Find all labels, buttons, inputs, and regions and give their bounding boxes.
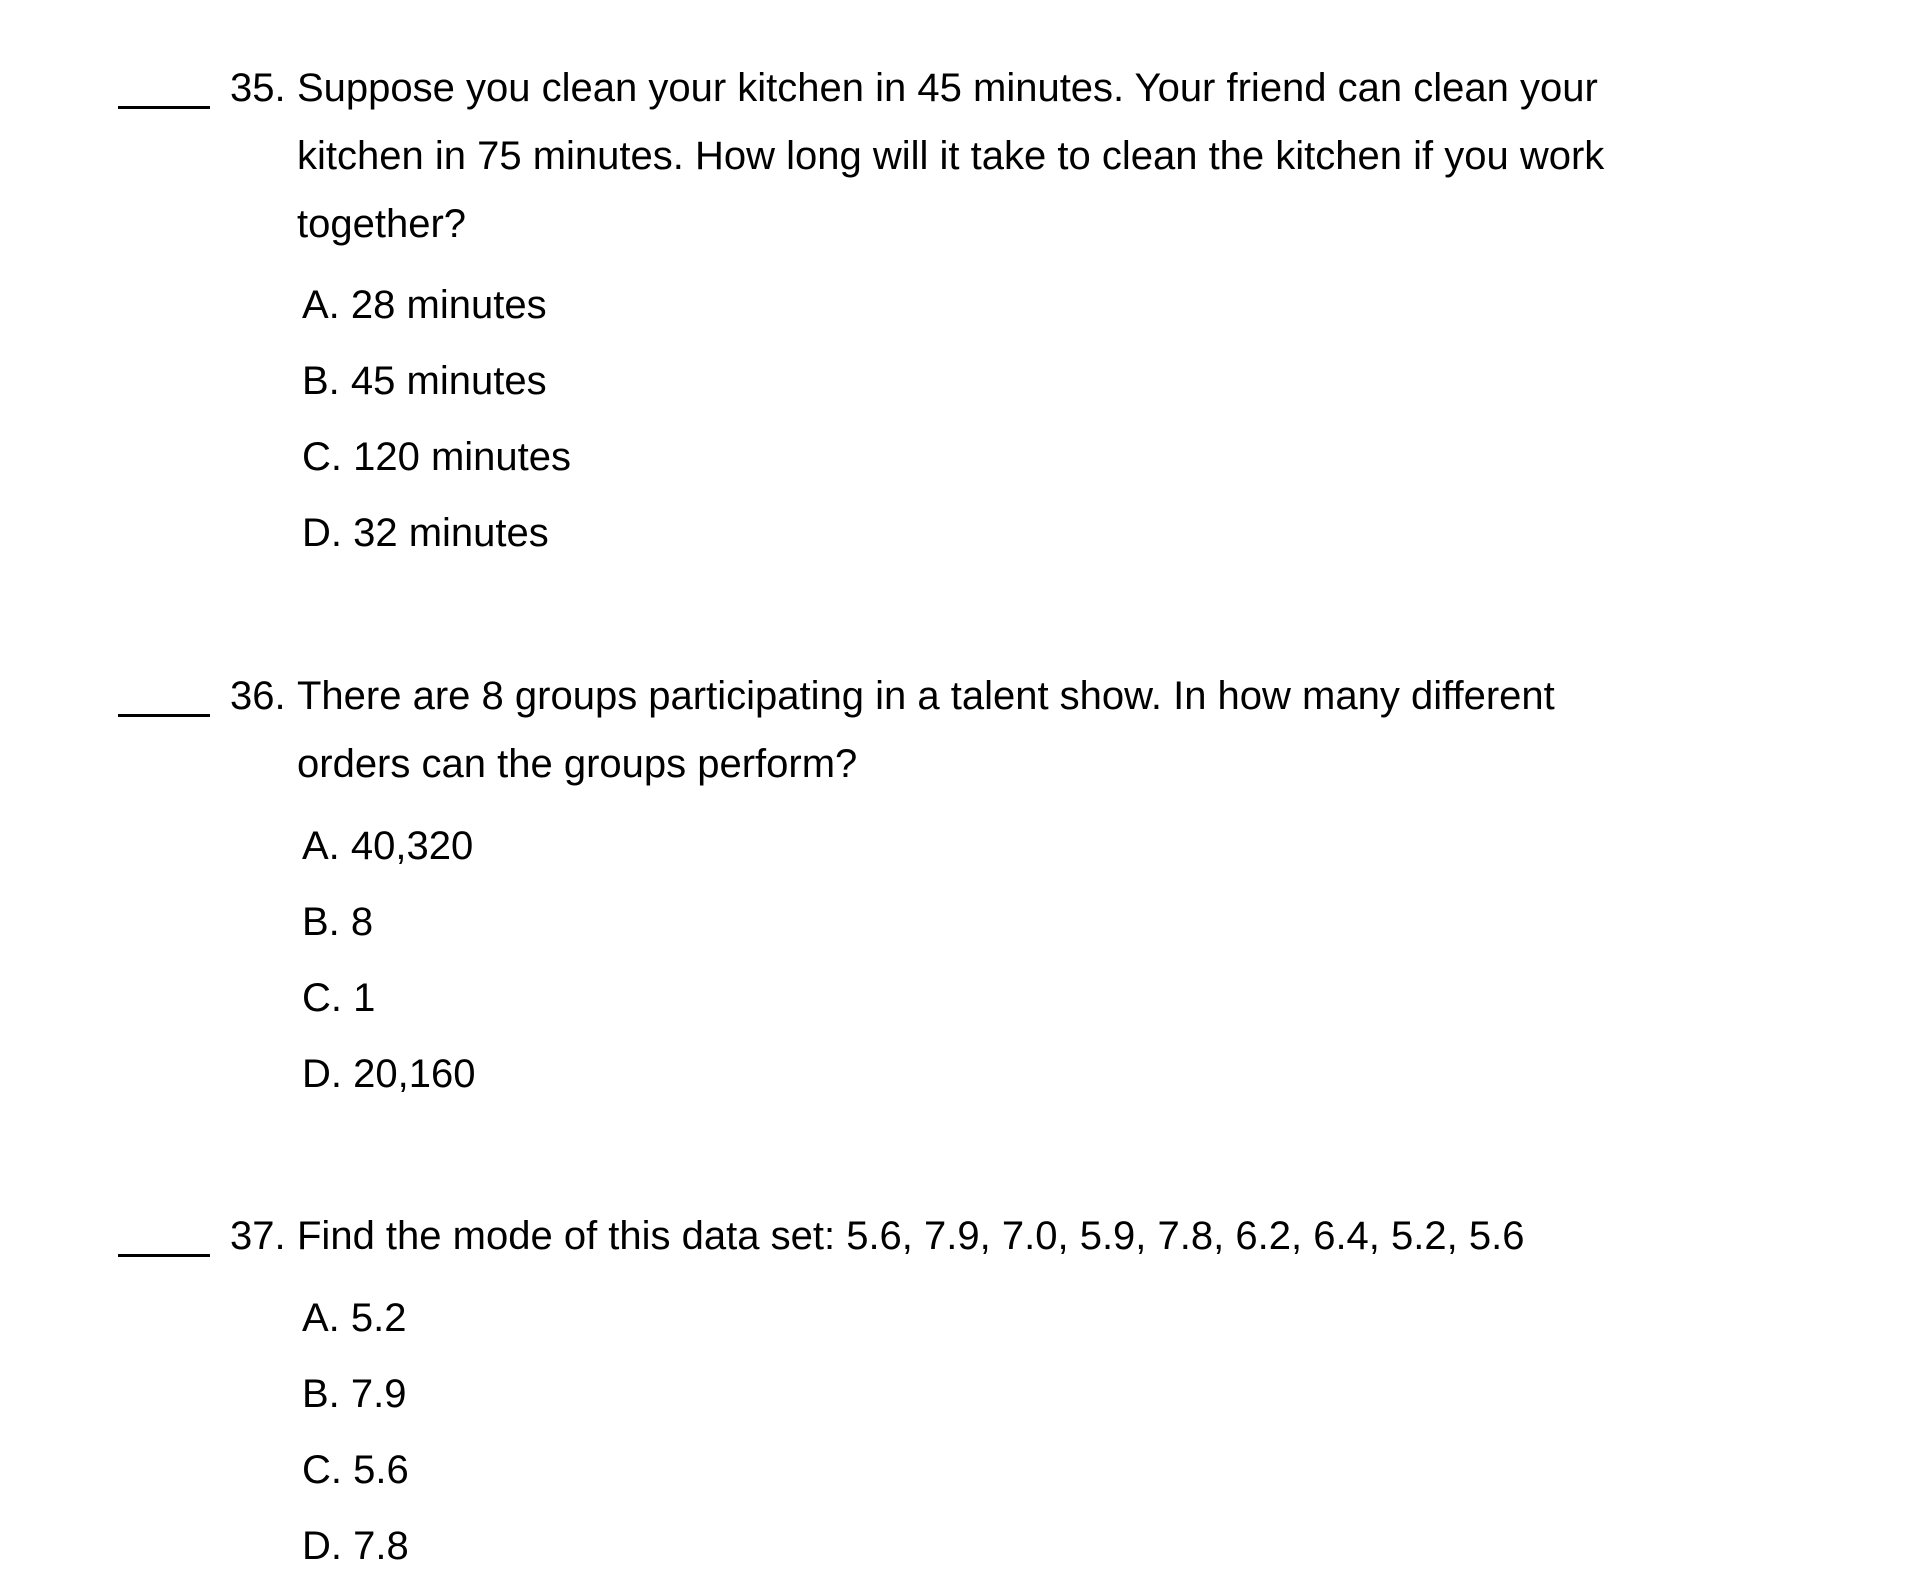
- question-number: 37.: [230, 1214, 286, 1258]
- option-c[interactable]: C. 5.6: [302, 1448, 409, 1492]
- question-text-line: kitchen in 75 minutes. How long will it take to clean the kitchen if you work: [297, 134, 1605, 178]
- option-a[interactable]: A. 28 minutes: [302, 283, 547, 327]
- option-a[interactable]: A. 5.2: [302, 1296, 407, 1340]
- option-b[interactable]: B. 8: [302, 900, 374, 944]
- answer-blank[interactable]: [118, 106, 210, 109]
- answer-blank[interactable]: [118, 714, 210, 717]
- question-text-line: together?: [297, 202, 467, 246]
- question-number: 36.: [230, 674, 286, 718]
- option-c[interactable]: C. 120 minutes: [302, 435, 572, 479]
- question-text-line: There are 8 groups participating in a talent show. In how many different: [297, 674, 1555, 718]
- option-d[interactable]: D. 20,160: [302, 1052, 476, 1096]
- question-text-line: orders can the groups perform?: [297, 742, 858, 786]
- option-d[interactable]: D. 32 minutes: [302, 511, 549, 555]
- answer-blank[interactable]: [118, 1254, 210, 1257]
- option-c[interactable]: C. 1: [302, 976, 376, 1020]
- question-number: 35.: [230, 66, 286, 110]
- option-d[interactable]: D. 7.8: [302, 1524, 409, 1568]
- option-a[interactable]: A. 40,320: [302, 824, 474, 868]
- option-b[interactable]: B. 7.9: [302, 1372, 407, 1416]
- option-b[interactable]: B. 45 minutes: [302, 359, 547, 403]
- question-text-line: Find the mode of this data set: 5.6, 7.9, 7.0, 5.9, 7.8, 6.2, 6.4, 5.2, 5.6: [297, 1214, 1525, 1258]
- question-text-line: Suppose you clean your kitchen in 45 minutes. Your friend can clean your: [297, 66, 1598, 110]
